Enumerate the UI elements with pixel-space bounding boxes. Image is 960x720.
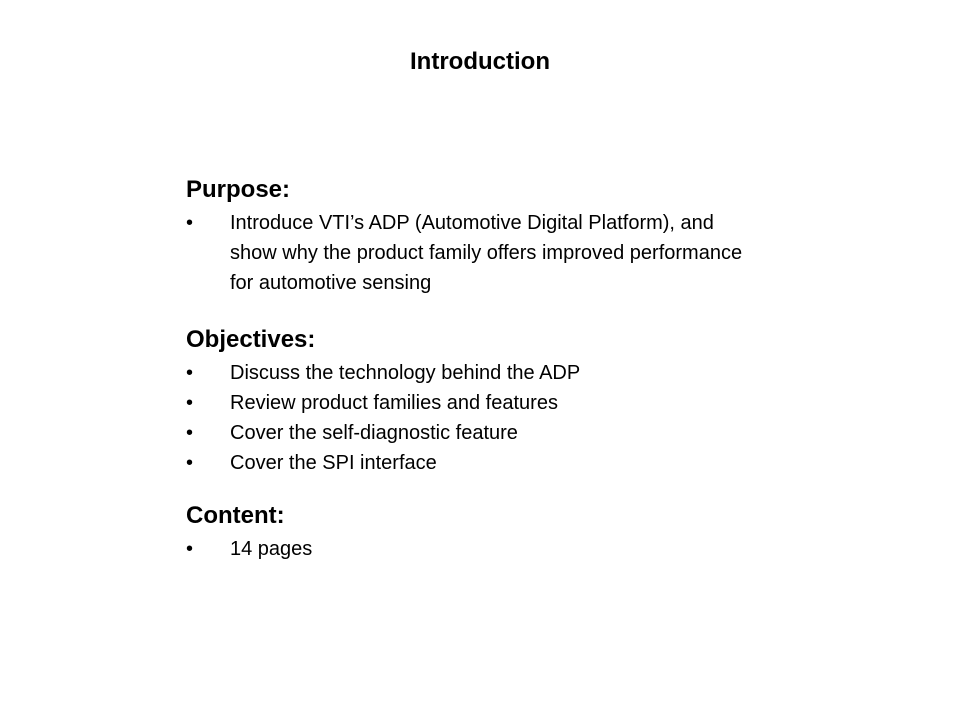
- bullet: •: [186, 392, 194, 414]
- content-heading: Content:: [186, 502, 285, 529]
- slide-title: Introduction: [410, 48, 550, 75]
- bullet: •: [186, 362, 194, 384]
- list-item-text: Review product families and features: [230, 392, 558, 414]
- list-item: [186, 448, 580, 478]
- objectives-heading: Objectives:: [186, 326, 316, 353]
- objectives-section: [186, 326, 580, 478]
- bullet: •: [186, 538, 194, 560]
- purpose-section: [186, 176, 766, 298]
- list-item: [186, 358, 580, 388]
- list-item-text: Cover the self-diagnostic feature: [230, 422, 518, 444]
- list-item-text: Cover the SPI interface: [230, 452, 437, 474]
- list-item: [186, 418, 580, 448]
- purpose-heading: Purpose:: [186, 176, 291, 203]
- list-item-text: Introduce VTI’s ADP (Automotive Digital Platform), and show why the product family offers improved performance for automotive sensing: [230, 212, 743, 294]
- content-section: [186, 502, 312, 564]
- list-item: [186, 388, 580, 418]
- list-item-text: 14 pages: [230, 538, 313, 560]
- list-item: [186, 208, 766, 298]
- bullet: •: [186, 452, 194, 474]
- bullet: •: [186, 212, 194, 234]
- list-item: [186, 534, 312, 564]
- list-item-text: Discuss the technology behind the ADP: [230, 362, 581, 384]
- bullet: •: [186, 422, 194, 444]
